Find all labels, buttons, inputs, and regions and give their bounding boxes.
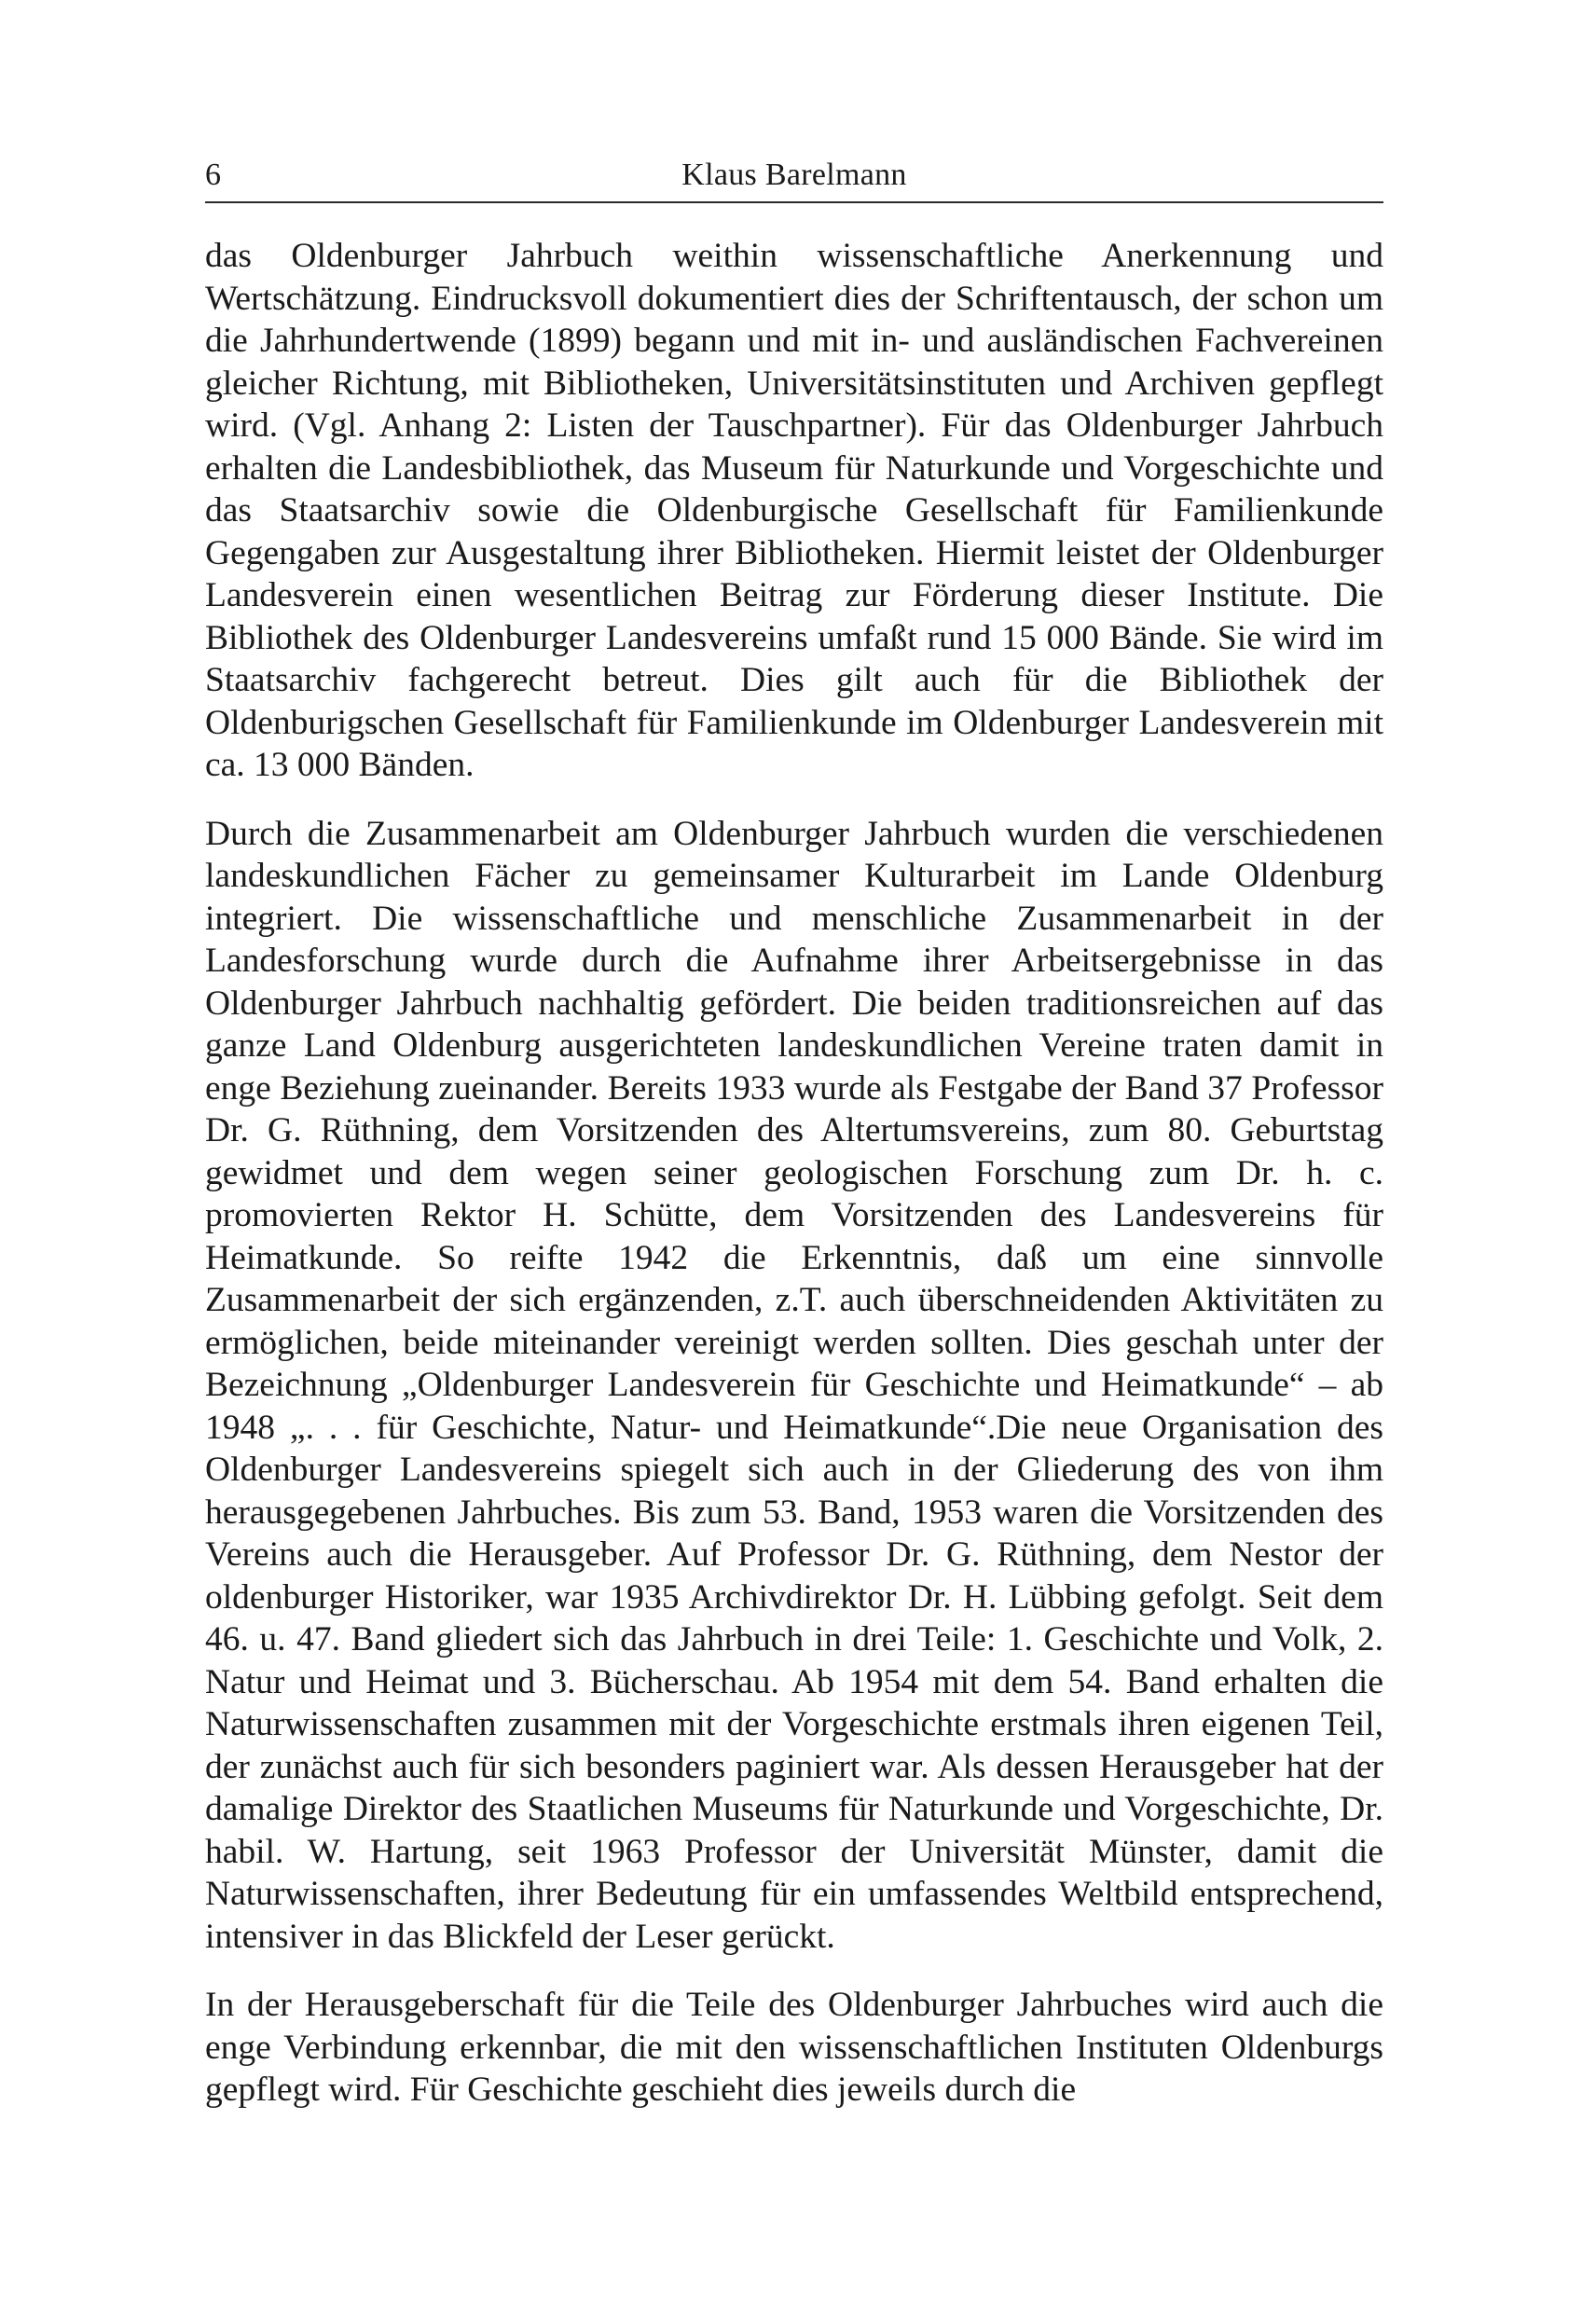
paragraph: In der Herausgeberschaft für die Teile des Oldenburger Jahrbuches wird auch die enge Verbindung erkennbar, die mit den wissenschaftlichen Instituten Oldenburgs gepflegt wird. Für Geschichte geschieht dies jeweils durch die [205, 1986, 1383, 2109]
paragraph: das Oldenburger Jahrbuch weithin wissenschaftliche Anerkennung und Wertschätzung. Eindrucksvoll dokumentiert dies der Schriftentausch, der schon um die Jahrhundertwende (1899) begann und mit in- und ausländischen Fachvereinen gleicher Richtung, mit Bibliotheken, Universitätsinstituten und Archiven gepflegt wird. (Vgl. Anhang 2: Listen der Tauschpartner). Für das Oldenburger Jahrbuch erhalten die Landesbibliothek, das Museum für Naturkunde und Vorgeschichte und das Staatsarchiv sowie die Oldenburgische Gesellschaft für Familienkunde Gegengaben zur Ausgestaltung ihrer Bibliotheken. Hiermit leistet der Oldenburger Landesverein einen wesentlichen Beitrag zur Förderung dieser Institute. Die Bibliothek des Oldenburger Landesvereins umfaßt rund 15 000 Bände. Sie wird im Staatsarchiv fachgerecht betreut. Dies gilt auch für die Bibliothek der Oldenburigschen Gesellschaft für Familienkunde im Oldenburger Landesverein mit ca. 13 000 Bänden. [205, 237, 1383, 784]
page-header [205, 157, 1383, 203]
body-text [205, 235, 1383, 2138]
page-number: 6 [205, 158, 221, 192]
paragraph: Durch die Zusammenarbeit am Oldenburger Jahrbuch wurden die verschiedenen landeskundlichen Fächer zu gemeinsamer Kulturarbeit im Lande Oldenburg integriert. Die wissenschaftliche und menschliche Zusammenarbeit in der Landesforschung wurde durch die Aufnahme ihrer Arbeitsergebnisse in das Oldenburger Jahrbuch nachhaltig gefördert. Die beiden traditionsreichen auf das ganze Land Oldenburg ausgerichteten landeskundlichen Vereine traten damit in enge Beziehung zueinander. Bereits 1933 wurde als Festgabe der Band 37 Professor Dr. G. Rüthning, dem Vorsitzenden des Altertumsvereins, zum 80. Geburtstag gewidmet und dem wegen seiner geologischen Forschung zum Dr. h. c. promovierten Rektor H. Schütte, dem Vorsitzenden des Landesvereins für Heimatkunde. So reifte 1942 die Erkenntnis, daß um eine sinnvolle Zusammenarbeit der sich ergänzenden, z.T. auch überschneidenden Aktivitäten zu ermöglichen, beide miteinander vereinigt werden sollten. Dies geschah unter der Bezeichnung „Oldenburger Landesverein für Geschichte und Heimatkunde“ – ab 1948 „. . . für Geschichte, Natur- und Heimatkunde“.Die neue Organisation des Oldenburger Landesvereins spiegelt sich auch in der Gliederung des von ihm herausgegebenen Jahrbuches. Bis zum 53. Band, 1953 waren die Vorsitzenden des Vereins auch die Herausgeber. Auf Professor Dr. G. Rüthning, dem Nestor der oldenburger Historiker, war 1935 Archivdirektor Dr. H. Lübbing gefolgt. Seit dem 46. u. 47. Band gliedert sich das Jahrbuch in drei Teile: 1. Geschichte und Volk, 2. Natur und Heimat und 3. Bücherschau. Ab 1954 mit dem 54. Band erhalten die Naturwissenschaften zusammen mit der Vorgeschichte erstmals ihren eigenen Teil, der zunächst auch für sich besonders paginiert war. Als dessen Herausgeber hat der damalige Direktor des Staatlichen Museums für Naturkunde und Vorgeschichte, Dr. habil. W. Hartung, seit 1963 Professor der Universität Münster, damit die Naturwissenschaften, ihrer Bedeutung für ein umfassendes Weltbild entsprechend, intensiver in das Blickfeld der Leser gerückt. [205, 814, 1383, 1956]
running-head: Klaus Barelmann [681, 158, 907, 192]
